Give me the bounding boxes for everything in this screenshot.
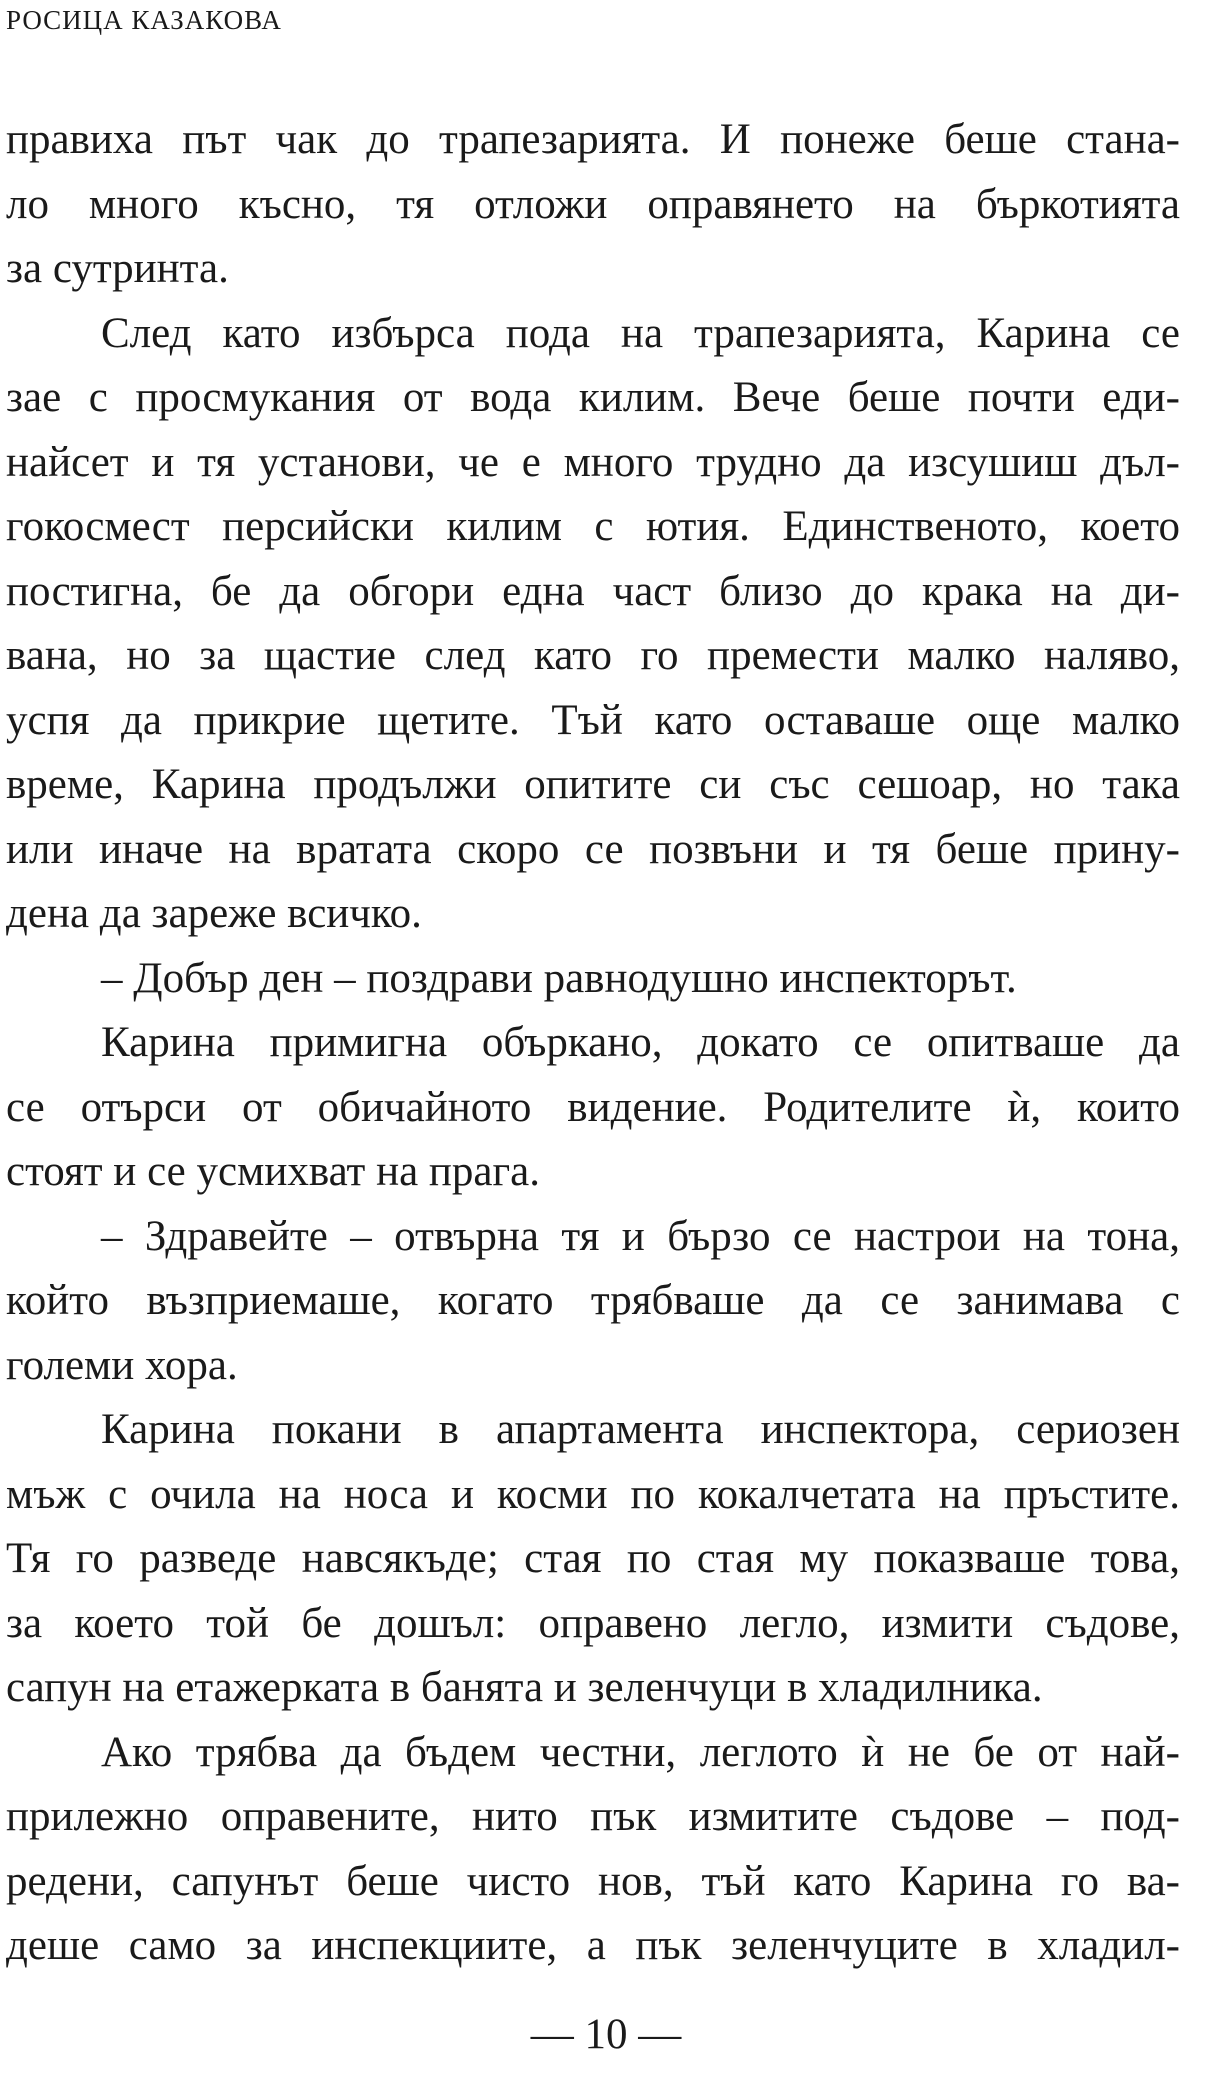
text-line: Карина примигна объркано, докато се опитваше да bbox=[101, 1019, 1180, 1066]
page-number: — 10 — bbox=[530, 2011, 682, 2058]
text-line: правиха път чак до трапезарията. И понеже беше стана- bbox=[6, 116, 1180, 163]
text-line: мъж с очила на носа и косми по кокалчетата на пръстите. bbox=[6, 1470, 1180, 1518]
text-line: зае с просмукания от вода килим. Вече беше почти еди- bbox=[6, 374, 1180, 421]
text-line: стоят и се усмихват на прага. bbox=[6, 1148, 540, 1195]
text-line: гокосмест персийски килим с ютия. Единственото, което bbox=[6, 503, 1180, 550]
text-line: Тя го разведе навсякъде; стая по стая му показваше това, bbox=[6, 1535, 1180, 1582]
text-line: вана, но за щастие след като го премести малко наляво, bbox=[6, 632, 1180, 679]
text-line: Ако трябва да бъдем честни, леглото ѝ не бе от най- bbox=[101, 1728, 1180, 1776]
text-line: големи хора. bbox=[6, 1341, 238, 1389]
text-line: найсет и тя установи, че е много трудно да изсушиш дъл- bbox=[6, 438, 1180, 486]
body-text bbox=[6, 108, 1180, 1979]
text-line: След като избърса пода на трапезарията, Карина се bbox=[101, 309, 1180, 357]
text-line: успя да прикрие щетите. Тъй като оставаше още малко bbox=[6, 696, 1180, 744]
text-line: ло много късно, тя отложи оправянето на бъркотията bbox=[6, 180, 1180, 228]
text-line: прилежно оправените, нито пък измитите съдове – под- bbox=[6, 1793, 1180, 1840]
text-line: Карина покани в апартамента инспектора, сериозен bbox=[101, 1406, 1180, 1453]
text-line: постигна, бе да обгори една част близо до крака на ди- bbox=[6, 567, 1180, 615]
text-line: се отърси от обичайното видение. Родителите ѝ, които bbox=[6, 1083, 1180, 1131]
text-line: дена да зареже всичко. bbox=[6, 890, 422, 937]
text-line: за което той бе дошъл: оправено легло, измити съдове, bbox=[6, 1599, 1180, 1647]
text-line: редени, сапунът беше чисто нов, тъй като Карина го ва- bbox=[6, 1857, 1180, 1905]
text-line: който възприемаше, когато трябваше да се занимава с bbox=[6, 1277, 1180, 1324]
text-line: – Добър ден – поздрави равнодушно инспекторът. bbox=[101, 954, 1017, 1002]
text-line: или иначе на вратата скоро се позвъни и тя беше прину- bbox=[6, 825, 1180, 873]
text-line: – Здравейте – отвърна тя и бързо се настрои на тона, bbox=[101, 1212, 1180, 1260]
text-line: за сутринта. bbox=[6, 245, 229, 292]
text-line: сапун на етажерката в банята и зеленчуци в хладилника. bbox=[6, 1664, 1043, 1711]
running-head: РОСИЦА КАЗАКОВА bbox=[6, 5, 282, 35]
text-line: деше само за инспекциите, а пък зеленчуците в хладил- bbox=[6, 1922, 1180, 1969]
text-line: време, Карина продължи опитите си със сешоар, но така bbox=[6, 761, 1180, 808]
